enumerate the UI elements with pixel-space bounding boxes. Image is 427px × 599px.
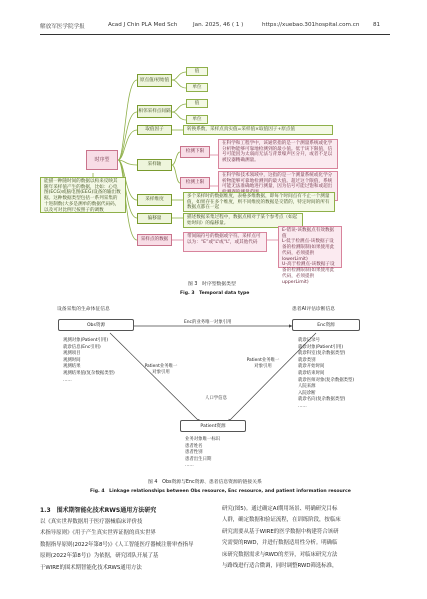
leaf-lower-limit: 在科学和工程学中，该通常指的是一个测量系统或化学分析物能够可靠地检测到的最小值。低于该下限值，信号可能因为太弱而无法与背景噪声区分开，或者不足以被仪器精确测量。 xyxy=(218,139,338,169)
body-line: 人群，确定数据和验证流程，在训练阶段，按临床 xyxy=(222,517,341,524)
body-line: 与路线进行适合微调，同时调整RWD筛选标准， xyxy=(222,563,338,570)
enc-field: 人院来源 xyxy=(298,384,316,390)
enc-field: 入院诊断 xyxy=(298,390,316,396)
edge-label-bottom: 人口学信息 xyxy=(205,396,227,401)
legend-code-l: L-低于检测点-该数据子设备的检测限制(如果使用此代码，必须提供lowerLimit) xyxy=(282,239,335,262)
edge-label-left: Patient业务唯一对象引用 xyxy=(144,364,178,375)
legend-code-u: U-高于检测点-该数据子设备的检测限制(如果使用此代码，必须提供upperLimit) xyxy=(282,262,335,285)
body-line: 床研究数据需求与RWD的差异，对临床研究方法 xyxy=(222,551,338,558)
obs-field: 观测对象(Patient引用) xyxy=(63,338,109,343)
body-line: 数据指导原则(2022年第8号)》《人工智能医疗器械注册审查指导 xyxy=(40,541,194,548)
enc-resource-header: Enc资源 xyxy=(292,319,360,331)
patient-field: 患者出生日期 xyxy=(185,456,212,462)
patient-resource-header: Patient资源 xyxy=(180,420,246,432)
enc-field-list xyxy=(298,338,354,411)
enc-field: 就诊记录号 xyxy=(298,338,320,343)
node-upper-limit: 检测上限 xyxy=(180,177,210,189)
root-node: 时序型 xyxy=(86,150,118,170)
body-line: 以《真实世界数据用于医疗器械临床评价技 xyxy=(40,519,143,525)
leaf-interval-unit: 单位 xyxy=(186,115,208,124)
enc-field: 就诊名向(复杂数据类型) xyxy=(298,397,346,403)
body-line: 术指导原则》《用于产生真实世界证据的真实世界 xyxy=(40,530,156,537)
edge-label-obs-enc: Enc的业务唯一对象引用 xyxy=(184,320,232,325)
node-lower-limit: 检测下限 xyxy=(180,146,210,158)
fig4-caption-en: Fig. 4 Linkage relationships between Obs resource, Enc resource, and patient information resource xyxy=(90,489,351,494)
node-range-factor: 取值因子 xyxy=(137,125,172,135)
node-sampling-axis: 采样轴 xyxy=(137,159,172,171)
patient-field: 业务对象唯一标识 xyxy=(185,437,221,442)
obs-field: 观测结果值(复杂数据类型) xyxy=(63,371,115,377)
node-interval: 相邻采样点间隔 xyxy=(137,105,172,118)
node-offset: 偏移量 xyxy=(137,213,172,224)
journal-url: https://xuebao.301hospital.com.cn xyxy=(262,22,360,28)
body-line: 研究需要从基于WIRE的医学数据中构建符合该研 xyxy=(222,528,339,535)
fig4-caption-cn: 图 4 Obs资源与Enc资源、患者信息资源的链接关系 xyxy=(148,480,262,485)
body-line: 究需要的RWD，并进行数据适用性分析。明确临 xyxy=(222,540,338,547)
obs-field: 观测项目 xyxy=(63,351,81,357)
enc-field: 就诊科室(复杂数据类型) xyxy=(298,351,346,357)
fig3-caption-en: Fig. 3 Temporal data type xyxy=(180,291,250,296)
edge-label-right: Patient业务唯一对象引用 xyxy=(246,358,280,369)
obs-resource-header: Obs资源 xyxy=(58,319,134,331)
enc-field: 就诊医师对象(复杂数据类型) xyxy=(298,377,355,383)
enc-field: …… xyxy=(298,404,307,410)
patient-field: …… xyxy=(185,463,194,469)
patient-field: 患者性别 xyxy=(185,450,203,456)
obs-field: 观测结果 xyxy=(63,364,81,370)
leaf-origin-unit: 单位 xyxy=(186,83,208,92)
obs-field: 就诊信息(Enc引用) xyxy=(63,344,101,350)
leaf-raw-data: 带间隔符号的数据或字符。采样点可以为：“E”或“L”或“L”，或其他代码 xyxy=(183,232,267,252)
journal-issue: Jan. 2025, 46 ( 1 ) xyxy=(193,22,244,28)
page-number: 81 xyxy=(373,22,381,28)
fig4-right-title: 患者AI评估诊断信息 xyxy=(292,307,336,312)
enc-field: 就诊开始时间 xyxy=(298,364,325,370)
enc-field: 就诊结束时间 xyxy=(298,371,325,377)
fig4-left-title: 设备采集的生命体征信息 xyxy=(57,307,110,312)
body-column-right xyxy=(222,504,341,572)
body-line: 于WIRE的围术期智能化技术RWS通用方法 xyxy=(40,564,142,571)
enc-field: 就诊对象(Patient引用) xyxy=(298,344,344,350)
obs-field: …… xyxy=(63,377,72,383)
node-dimension: 采样维度 xyxy=(137,194,172,206)
node-origin: 原点值/初始值 xyxy=(137,74,172,87)
leaf-offset: 描述数据采集过程中，数据点相对于某个参考点（如起始时间）的偏移量。 xyxy=(183,213,303,228)
journal-name-cn: 解放军医学院学报 xyxy=(40,24,85,30)
leaf-origin-value: 值 xyxy=(186,67,208,76)
body-line: 研究(图5)。通过确定AI期用场景、明确研究目标 xyxy=(222,506,338,512)
node-raw-data: 采样点的数据 xyxy=(137,234,172,246)
body-line: 原则(2022年第8号)》为依据，研究团队开展了基 xyxy=(40,553,159,560)
patient-field-list xyxy=(185,437,220,470)
leaf-dimension: 多个采样时的数据维度，表格多维数据，即每个时间点有不止一个测量值，如果存在多个维度，则不同维度的数据是交错的，特定时间的所有数据点都在一起 xyxy=(183,192,335,212)
section-title: 1.3 围术期智能化技术RWS通用方法研究 xyxy=(40,507,157,514)
leaf-interval-value: 值 xyxy=(186,99,208,108)
body-column-left xyxy=(40,517,193,574)
enc-field: 就诊类别 xyxy=(298,357,316,363)
legend-code-e: E-错误-该数据点有效数据值 xyxy=(282,228,335,239)
patient-field: 患者姓名 xyxy=(185,443,203,449)
leaf-range-factor: 转换系数，采样点真实值=采样值×取值因子+原点值 xyxy=(183,125,333,135)
side-note: 能描一种随时间的数据以构来反映其随年采样值产生的数据，比如：心电图(ECG)或脑电图(EEG)设备的输出数据。这种数据类型包括一系列采集的十进制数(大多是测单的数据代码码，以及可对比例尺按照子的调数 xyxy=(40,177,126,213)
obs-field: 观测时间 xyxy=(63,357,81,363)
leaf-upper-limit: 在科学和技术领域中，这指的是一个测量系统或化学分析物能够可靠地检测到的最大值。超过这个限值，系统可能无法准确地进行测量，因为信号可能过饱和或超出 xyxy=(218,171,338,201)
fig3-caption-cn: 图 3 时序型数据类型 xyxy=(188,282,236,287)
obs-field-list xyxy=(63,338,115,384)
journal-name-en: Acad J Chin PLA Med Sch xyxy=(108,22,178,28)
